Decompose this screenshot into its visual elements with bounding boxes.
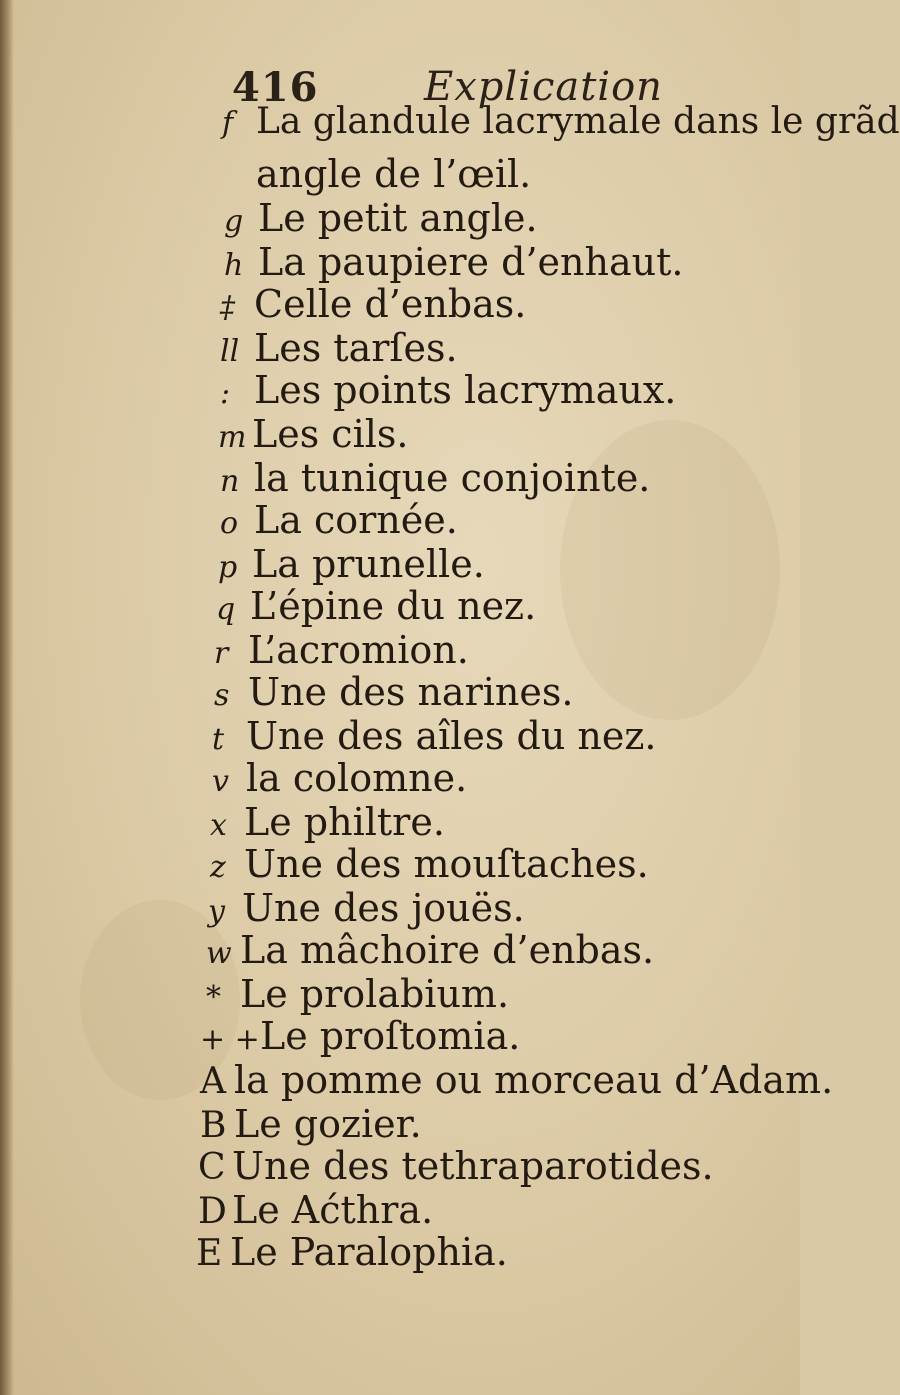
entry-text: angle de l’œil. — [256, 152, 532, 196]
legend-entry — [220, 456, 650, 504]
entry-text: Le proſtomia. — [260, 1014, 521, 1058]
entry-text: Le Aćthra. — [232, 1188, 434, 1232]
entry-key: C — [198, 1147, 226, 1188]
legend-entry — [206, 928, 654, 976]
legend-entry — [212, 756, 467, 804]
running-title: Explication — [424, 64, 663, 110]
entry-text: La glandule lacrymale dans le grãd — [256, 101, 900, 142]
legend-entry — [212, 714, 656, 762]
legend-entry — [222, 100, 900, 146]
entry-key: r — [214, 636, 229, 671]
entry-text: la pomme ou morceau d’Adam. — [234, 1058, 834, 1102]
entry-text: Les cils. — [252, 412, 409, 456]
entry-text: La paupiere d’enhaut. — [258, 240, 684, 284]
entry-key: h — [224, 248, 244, 283]
entry-key: ‡ — [220, 290, 235, 325]
entry-text: Le philtre. — [244, 800, 445, 844]
legend-entry — [218, 412, 408, 460]
entry-key: * — [206, 980, 221, 1015]
legend-entry — [196, 1230, 508, 1276]
legend-entry — [210, 800, 445, 848]
legend-entry — [224, 240, 683, 288]
entry-key: o — [220, 506, 239, 541]
entry-key: + + — [200, 1022, 260, 1057]
entry-text: Les points lacrymaux. — [254, 368, 677, 412]
entry-key: x — [210, 808, 227, 843]
legend-entry — [220, 368, 676, 416]
entry-key: v — [212, 764, 229, 799]
entry-text: Les tarſes. — [254, 326, 458, 370]
entry-text: Le Paralophia. — [230, 1230, 508, 1274]
entry-text: la colomne. — [246, 756, 468, 800]
entry-key: D — [198, 1191, 227, 1232]
legend-entry — [220, 326, 458, 374]
entry-key: p — [218, 550, 238, 585]
page-number: 416 — [232, 64, 319, 111]
legend-entry — [200, 1014, 520, 1062]
entry-text: Une des aîles du nez. — [246, 714, 657, 758]
entry-key: y — [208, 894, 225, 929]
entry-text: La mâchoire d’enbas. — [240, 928, 655, 972]
legend-entry — [198, 1188, 433, 1234]
entry-key: ll — [220, 334, 240, 369]
entry-text: Celle d’enbas. — [254, 282, 527, 326]
entry-text: Une des tethraparotides. — [232, 1144, 714, 1188]
entry-key: : — [220, 376, 231, 411]
entry-text: Le gozier. — [234, 1102, 422, 1146]
entry-key: t — [212, 722, 225, 757]
entry-text: Une des jouës. — [242, 886, 525, 930]
legend-entry — [214, 670, 573, 718]
entry-key: w — [206, 936, 232, 971]
entry-text: L’épine du nez. — [250, 584, 537, 628]
legend-entry — [220, 498, 458, 546]
legend-entry — [208, 886, 525, 934]
legend-entry — [210, 842, 649, 890]
entry-text: La cornée. — [254, 498, 458, 542]
entry-text: Une des narines. — [248, 670, 574, 714]
legend-entry — [218, 542, 485, 590]
entry-text: la tunique conjointe. — [254, 456, 651, 500]
legend-entry — [216, 584, 536, 632]
legend-entry — [220, 282, 526, 330]
entry-key: B — [200, 1105, 227, 1146]
entry-text: Une des mouſtaches. — [244, 842, 649, 886]
entry-key: q — [216, 592, 236, 627]
entry-key: g — [224, 204, 244, 239]
legend-entry — [206, 972, 509, 1020]
entry-key: f — [222, 106, 234, 141]
entry-key: A — [200, 1061, 226, 1102]
entry-key: m — [218, 420, 247, 455]
legend-entry — [198, 1144, 714, 1190]
legend-entry — [200, 1102, 422, 1148]
legend-entry — [200, 1058, 833, 1104]
legend-entry — [214, 628, 469, 676]
entry-text: Le prolabium. — [240, 972, 510, 1016]
entry-text: L’acromion. — [248, 628, 469, 672]
entry-text: La prunelle. — [252, 542, 485, 586]
entry-key: z — [210, 850, 226, 885]
legend-entry — [224, 196, 538, 244]
entry-key: s — [214, 678, 230, 713]
entry-key: E — [196, 1233, 223, 1274]
entry-text: Le petit angle. — [258, 196, 538, 240]
legend-entry — [222, 152, 531, 196]
entry-key: n — [220, 464, 240, 499]
